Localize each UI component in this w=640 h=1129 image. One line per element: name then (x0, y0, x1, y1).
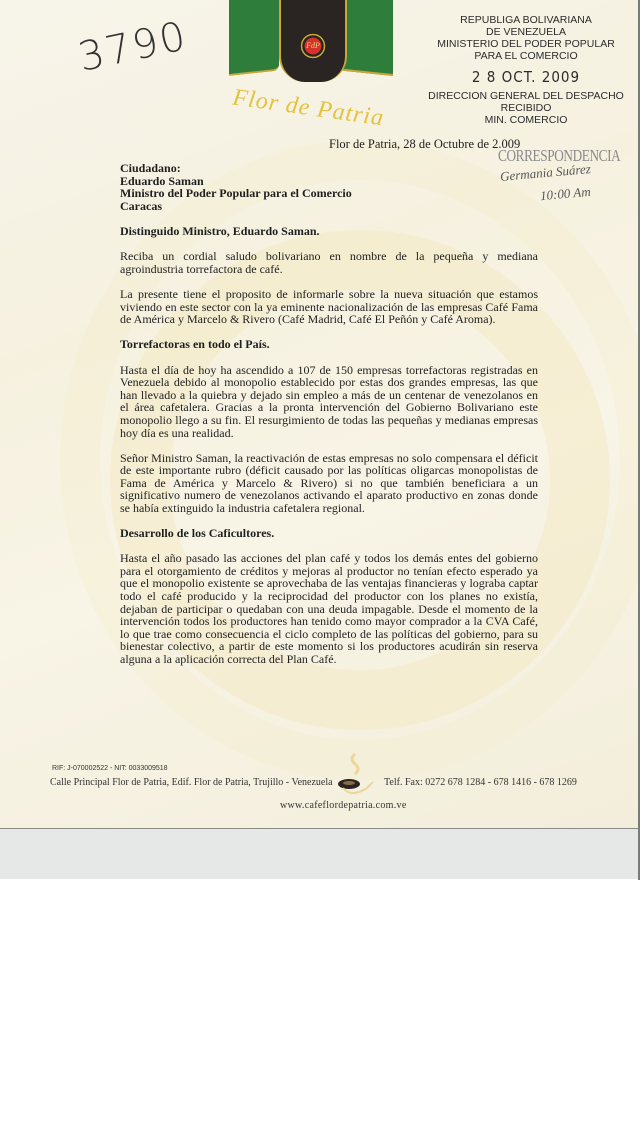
salutation: Distinguido Ministro, Eduardo Saman. (120, 224, 320, 239)
correspondencia-stamp: CORRESPONDENCIA (498, 146, 621, 165)
banner-dark-ribbon (279, 0, 347, 82)
brand-banner-logo (229, 0, 393, 76)
address-line: Ciudadano: (120, 161, 181, 175)
letter-dateline: Flor de Patria, 28 de Octubre de 2.009 (329, 137, 521, 151)
banner-green-left (229, 0, 279, 76)
footer-address: Calle Principal Flor de Patria, Edif. Flor de Patria, Trujillo - Venezuela (50, 777, 333, 788)
section-heading: Torrefactoras en todo el País. (120, 337, 270, 352)
letter-body (120, 162, 538, 666)
address-line: Ministro del Poder Popular para el Comercio (120, 186, 352, 201)
stamp-line: RECIBIDO (500, 102, 552, 114)
address-line: Caracas (120, 198, 162, 213)
scan-margin (0, 829, 640, 879)
paragraph: Reciba un cordial saludo bolivariano en nombre de la pequeña y mediana agroindustria torrefactora de café. (120, 249, 538, 277)
stamp-line: MIN. COMERCIO (484, 114, 568, 126)
stamp-line: DIRECCION GENERAL DEL DESPACHO (428, 90, 624, 102)
brand-name-logo: Flor de Patria (231, 84, 386, 132)
handwritten-reference-number: 3790 (74, 13, 192, 81)
stamp-date: 2 8 OCT. 2009 (471, 68, 581, 86)
banner-green-right (343, 0, 393, 76)
footer-phone: Telf. Fax: 0272 678 1284 - 678 1416 - 678 1269 (384, 777, 577, 788)
recipient-address (120, 162, 538, 212)
received-stamp (426, 14, 626, 126)
stamp-line: DE VENEZUELA (486, 26, 566, 38)
seal-icon: FdP (300, 33, 326, 59)
paragraph: Hasta el año pasado las acciones del plan café y todos los demás entes del gobierno para el otorgamiento de créditos y mejoras al productor no tenían efecto esperado ya que el monopolio existente se aprovechaba de las ventajas financieras y lograba captar todo el café producido y la reciprocidad del productor con los planes no existía, dejaban de participar o quedaban con una deuda impagable. Desde el momento de la intervención todos los productores han tenido como mayor comprador a la CVA Café, lo que trae como consecuencia el ciclo completo de las políticas del gobierno, para su bienestar colectivo, a partir de este momento si los productores acudirán sin reserva alguna a la aplicación correcta del Plan Café. (120, 551, 538, 666)
stamp-line: MINISTERIO DEL PODER POPULAR (437, 38, 615, 50)
receiver-signature: Germania Suárez (499, 161, 592, 184)
received-time: 10:00 Am (539, 183, 592, 204)
section-heading: Desarrollo de los Caficultores. (120, 526, 275, 541)
coffee-cup-icon (337, 750, 377, 800)
address-line: Eduardo Saman (120, 173, 204, 188)
paragraph: La presente tiene el proposito de informarle sobre la nueva situación que estamos viviendo en este sector con la ya eminente nacionalización de las empresas Café Fama de América y Marcelo & Rivero (Café Madrid, Café El Peñón y Café Aroma). (120, 287, 538, 327)
paragraph: Señor Ministro Saman, la reactivación de estas empresas no solo compensara el déficit de este importante rubro (déficit causado por las políticas oligarcas monopolistas de Fama de América y Marcelo & Rivero) si no que también beneficiara a un significativo numero de venezolanos activando el aparato productivo en zonas donde se había extinguido la industria cafetalera regional. (120, 450, 538, 515)
stamp-line: REPUBLIGA BOLIVARIANA (460, 14, 592, 26)
stamp-line: PARA EL COMERCIO (474, 50, 578, 62)
paragraph: Hasta el día de hoy ha ascendido a 107 de 150 empresas torrefactoras registradas en Venezuela debido al monopolio establecido por estas dos grandes empresas, las que han llevado a la quiebra y dejado sin empleo a más de un centenar de venezolanos en el área cafetalera. Gracias a la pronta intervención del Gobierno Bolivariano este monopolio llego a su fin. El resurgimiento de todas las pequeñas y medianas empresas hoy día es una realidad. (120, 362, 538, 440)
footer-website: www.cafeflordepatria.com.ve (280, 800, 407, 811)
footer-tax-ids: RIF: J-070002522 - NIT: 0033009518 (52, 765, 168, 772)
